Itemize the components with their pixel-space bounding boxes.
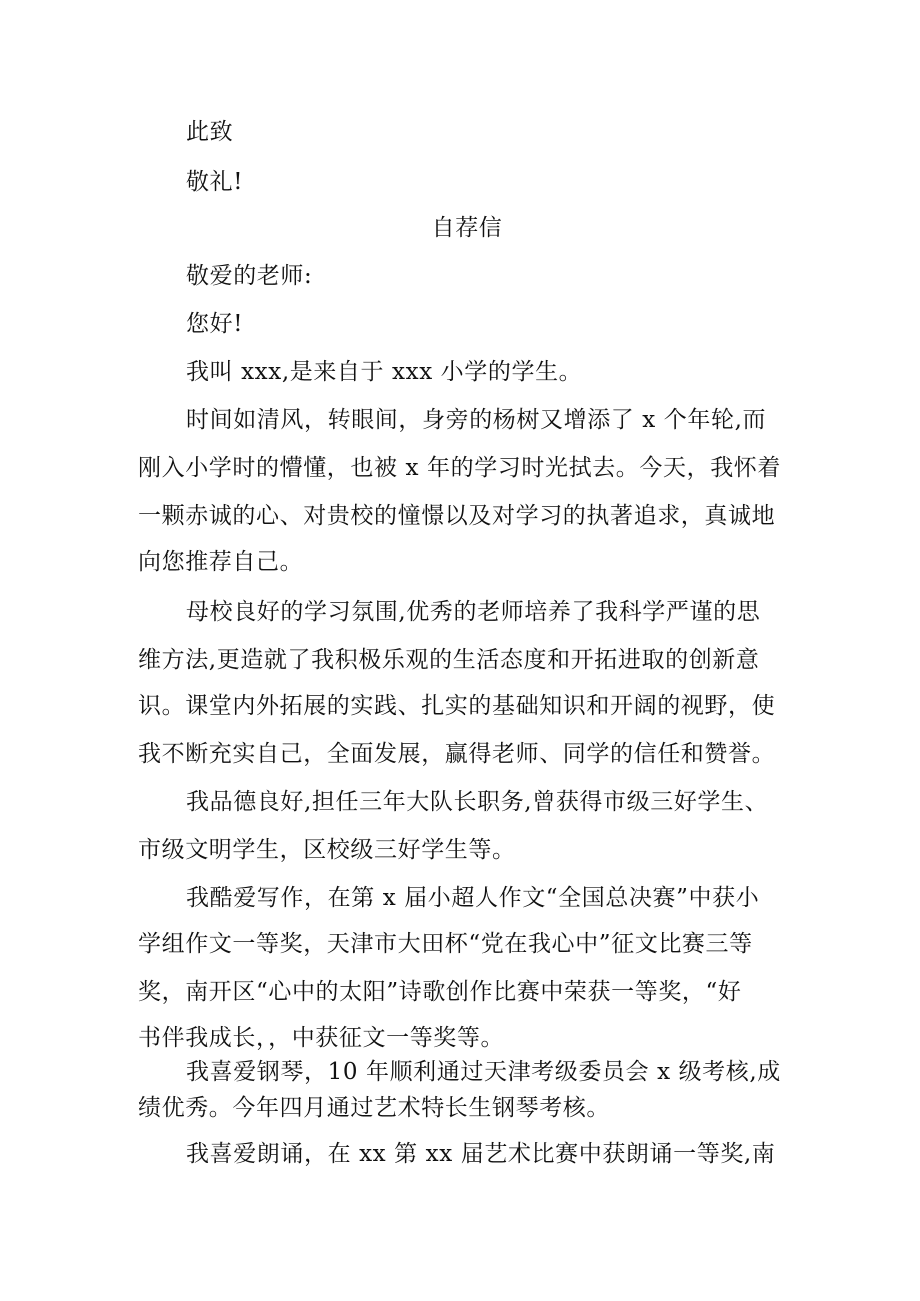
paragraph-4-line-1: 我品德良好,担任三年大队长职务,曾获得市级三好学生、 bbox=[186, 789, 769, 815]
paragraph-5-line-4: 书伴我成长，，中获征文一等奖等。 bbox=[138, 1025, 505, 1051]
paragraph-3-line-1: 母校良好的学习氛围,优秀的老师培养了我科学严谨的思 bbox=[186, 599, 761, 625]
paragraph-6-line-2: 绩优秀。今年四月通过艺术特长生钢琴考核。 bbox=[138, 1095, 610, 1121]
paragraph-1-line-1: 我叫 xxx,是来自于 xxx 小学的学生。 bbox=[186, 359, 583, 385]
paragraph-3-line-3: 识。课堂内外拓展的实践、扎实的基础知识和开阔的视野，使 bbox=[138, 693, 776, 719]
paragraph-5-line-2: 学组作文一等奖，天津市大田杯“党在我心中”征文比赛三等 bbox=[138, 931, 753, 957]
paragraph-6-line-1: 我喜爱钢琴，10 年顺利通过天津考级委员会 x 级考核,成 bbox=[186, 1059, 781, 1085]
paragraph-2-line-1: 时间如清风，转眼间，身旁的杨树又增添了 x 个年轮,而 bbox=[186, 407, 767, 433]
paragraph-3-line-4: 我不断充实自己，全面发展，赢得老师、同学的信任和赞誉。 bbox=[138, 741, 776, 767]
greeting-hello: 您好! bbox=[186, 311, 244, 337]
paragraph-5-line-3: 奖，南开区“心中的太阳”诗歌创作比赛中荣获一等奖，“好 bbox=[138, 979, 742, 1005]
paragraph-4-line-2: 市级文明学生，区校级三好学生等。 bbox=[138, 837, 516, 863]
document-title: 自荐信 bbox=[431, 215, 503, 241]
greeting-addressee: 敬爱的老师: bbox=[186, 263, 313, 289]
closing-salutation: 此致 bbox=[186, 119, 234, 145]
paragraph-5-line-1: 我酷爱写作，在第 x 届小超人作文“全国总决赛”中获小 bbox=[186, 885, 760, 911]
closing-respect: 敬礼! bbox=[186, 169, 244, 195]
paragraph-7-line-1: 我喜爱朗诵，在 xx 第 xx 届艺术比赛中获朗诵一等奖,南 bbox=[186, 1141, 776, 1167]
paragraph-3-line-2: 维方法,更造就了我积极乐观的生活态度和开拓进取的创新意 bbox=[138, 647, 760, 673]
paragraph-2-line-4: 向您推荐自己。 bbox=[138, 549, 304, 575]
paragraph-2-line-3: 一颗赤诚的心、对贵校的憧憬以及对学习的执著追求，真诚地 bbox=[138, 503, 776, 529]
paragraph-2-line-2: 刚入小学时的懵懂，也被 x 年的学习时光拭去。今天，我怀着 bbox=[138, 455, 781, 481]
